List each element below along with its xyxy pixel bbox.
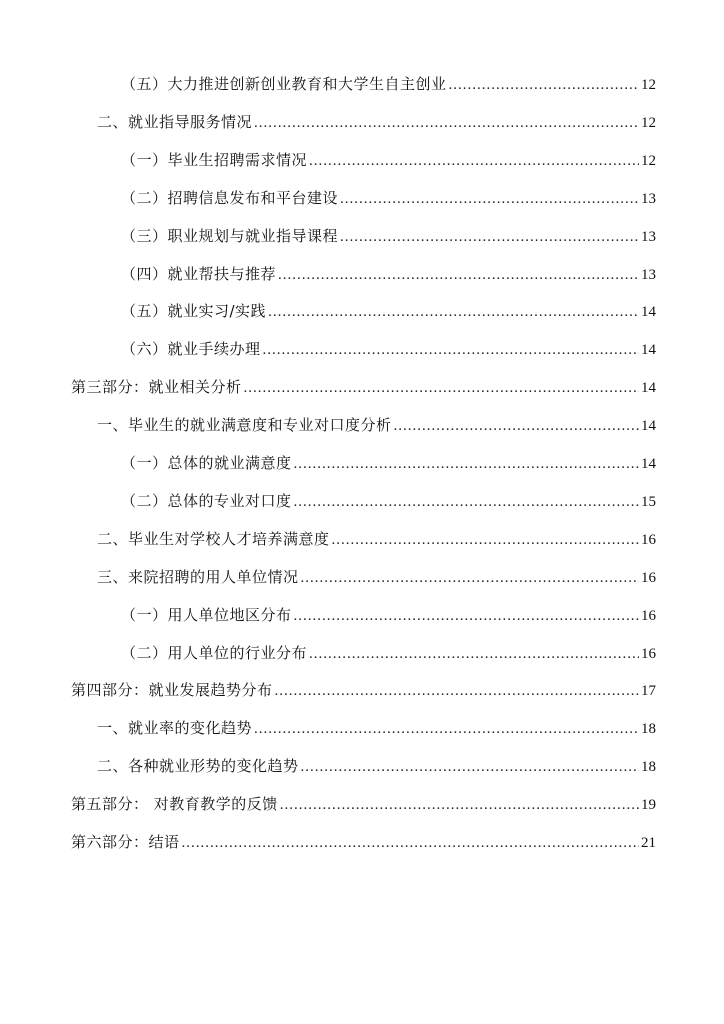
toc-dot-leader: [294, 604, 639, 628]
toc-dot-leader: [449, 73, 639, 97]
toc-dot-leader: [340, 187, 639, 211]
toc-entry-title: （二）用人单位的行业分布: [121, 643, 308, 662]
toc-entry[interactable]: [71, 792, 656, 816]
toc-entry-title: （三）职业规划与就业指导课程: [121, 226, 339, 245]
toc-entry-title: 第四部分：就业发展趋势分布: [71, 681, 273, 700]
toc-dot-leader: [268, 300, 639, 324]
toc-entry-page-number: 14: [641, 456, 656, 472]
toc-dot-leader: [394, 414, 639, 438]
toc-entry[interactable]: [71, 678, 656, 702]
toc-entry[interactable]: [121, 299, 656, 323]
toc-entry-title: 第五部分： 对教育教学的反馈: [71, 795, 278, 814]
toc-entry-title: 一、就业率的变化趋势: [97, 719, 253, 738]
toc-entry-title: （二）总体的专业对口度: [121, 491, 292, 510]
toc-entry[interactable]: [97, 716, 656, 740]
toc-entry-page-number: 12: [641, 152, 656, 169]
toc-dot-leader: [182, 831, 639, 855]
toc-entry-page-number: 14: [641, 342, 656, 359]
toc-entry-page-number: 17: [641, 683, 656, 700]
toc-entry-title: 第六部分：结语: [71, 833, 180, 851]
toc-entry[interactable]: [97, 754, 656, 778]
toc-entry-page-number: 14: [641, 304, 656, 321]
toc-entry-page-number: 16: [641, 645, 656, 662]
toc-entry-title: 二、就业指导服务情况: [97, 112, 253, 131]
toc-entry-page-number: 18: [641, 759, 656, 776]
toc-dot-leader: [340, 225, 639, 249]
toc-entry-title: （一）毕业生招聘需求情况: [121, 150, 308, 169]
toc-entry-title: （四）就业帮扶与推荐: [121, 264, 277, 283]
toc-entry-page-number: 14: [641, 418, 656, 435]
toc-dot-leader: [280, 793, 639, 817]
toc-dot-leader: [309, 149, 639, 173]
toc-entry-title: 二、毕业生对学校人才培养满意度: [97, 529, 330, 548]
toc-entry[interactable]: [121, 603, 656, 627]
toc-entry-title: （五）大力推进创新创业教育和大学生自主创业: [121, 75, 447, 93]
toc-entry[interactable]: [121, 641, 656, 665]
toc-entry-page-number: 18: [641, 721, 656, 738]
toc-dot-leader: [275, 679, 639, 703]
toc-entry[interactable]: [121, 72, 656, 96]
toc-entry-page-number: 19: [641, 797, 656, 814]
toc-entry-page-number: 12: [641, 77, 656, 93]
toc-dot-leader: [294, 490, 639, 514]
toc-entry[interactable]: [121, 337, 656, 361]
toc-entry-title: 二、各种就业形势的变化趋势: [97, 757, 299, 776]
toc-entry-page-number: 13: [641, 190, 656, 207]
toc-dot-leader: [332, 528, 639, 552]
toc-entry[interactable]: [97, 110, 656, 134]
toc-entry-page-number: 21: [641, 835, 656, 851]
toc-entry[interactable]: [121, 262, 656, 286]
toc-entry-page-number: 13: [641, 266, 656, 283]
toc-entry-page-number: 16: [641, 569, 656, 586]
toc-dot-leader: [254, 717, 639, 741]
toc-entry-title: 第三部分：就业相关分析: [71, 378, 242, 397]
toc-entry-title: 三、来院招聘的用人单位情况: [97, 567, 299, 586]
toc-dot-leader: [244, 376, 639, 400]
toc-entry[interactable]: [97, 527, 656, 551]
toc-entry[interactable]: [121, 148, 656, 172]
toc-entry-page-number: 16: [641, 607, 656, 624]
toc-entry-page-number: 16: [641, 531, 656, 548]
toc-entry-title: 一、毕业生的就业满意度和专业对口度分析: [97, 416, 392, 435]
toc-entry[interactable]: [97, 413, 656, 437]
toc-dot-leader: [254, 111, 639, 135]
toc-entry-page-number: 14: [641, 380, 656, 397]
toc-dot-leader: [294, 452, 639, 476]
toc-dot-leader: [263, 338, 639, 362]
toc-entry-title: （二）招聘信息发布和平台建设: [121, 188, 339, 207]
toc-entry[interactable]: [121, 224, 656, 248]
toc-dot-leader: [301, 566, 639, 590]
toc-dot-leader: [278, 263, 639, 287]
toc-entry[interactable]: [71, 375, 656, 399]
toc-dot-leader: [301, 755, 639, 779]
toc-entry-page-number: 12: [641, 114, 656, 131]
toc-entry-title: （六）就业手续办理: [121, 340, 261, 359]
toc-entry-title: （一）用人单位地区分布: [121, 605, 292, 624]
toc-entry[interactable]: [121, 451, 656, 475]
toc-entry[interactable]: [121, 186, 656, 210]
toc-entry-page-number: 13: [641, 228, 656, 245]
toc-entry[interactable]: [121, 489, 656, 513]
toc-entry[interactable]: [97, 565, 656, 589]
toc-entry[interactable]: [71, 830, 656, 854]
toc-entry-title: （一）总体的就业满意度: [121, 454, 292, 472]
toc-entry-page-number: 15: [641, 493, 656, 510]
toc-entry-title: （五）就业实习/实践: [121, 302, 267, 321]
toc-dot-leader: [309, 642, 639, 666]
